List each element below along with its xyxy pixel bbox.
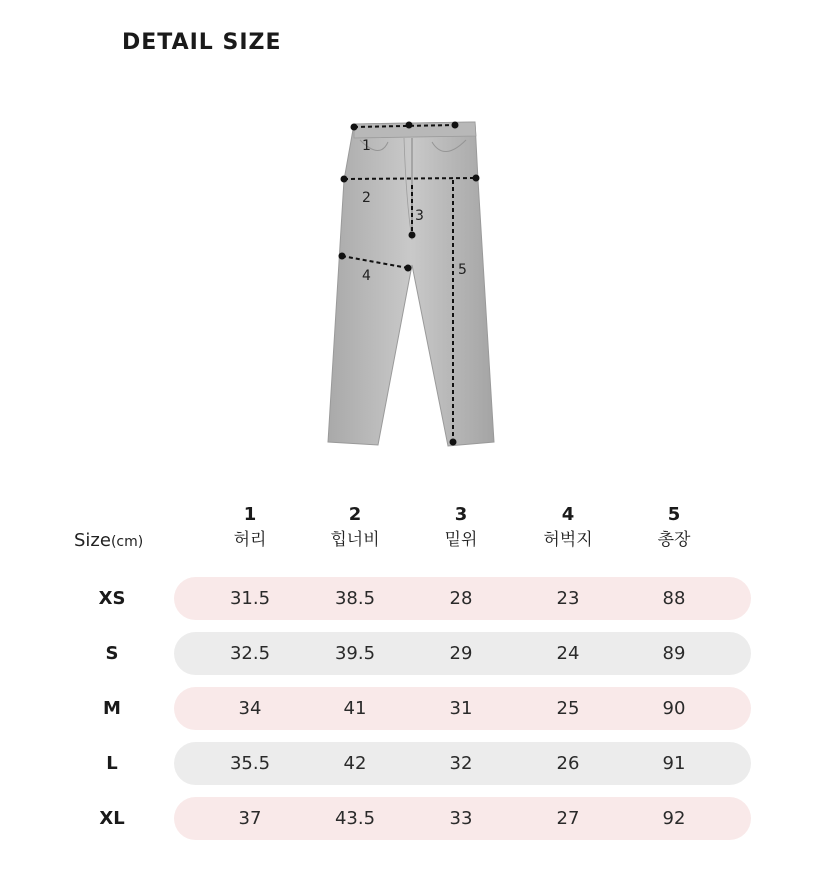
table-cell: 31 <box>449 698 473 719</box>
table-cell: 41 <box>343 698 367 719</box>
table-cell: 43.5 <box>334 808 376 829</box>
table-cell: 29 <box>449 643 473 664</box>
table-cell: 34 <box>238 698 262 719</box>
size-label-text: Size <box>74 530 111 551</box>
table-cell: 28 <box>449 588 473 609</box>
column-name: 힙너비 <box>330 530 380 550</box>
table-cell: 42 <box>343 753 367 774</box>
table-cell: 25 <box>556 698 580 719</box>
column-number: 2 <box>348 504 362 525</box>
column-number: 3 <box>454 504 468 525</box>
row-size-s: S <box>105 643 119 664</box>
table-cell: 23 <box>556 588 580 609</box>
column-name: 밑위 <box>444 530 478 550</box>
column-name: 허벅지 <box>543 530 593 550</box>
table-row <box>174 742 751 785</box>
table-cell: 32.5 <box>229 643 271 664</box>
table-cell: 38.5 <box>334 588 376 609</box>
row-size-xs: XS <box>98 588 126 609</box>
jeans-diagram <box>320 90 520 470</box>
table-row <box>174 687 751 730</box>
table-row <box>174 797 751 840</box>
diagram-label-5: 5 <box>458 262 467 278</box>
column-header-2 <box>310 503 400 553</box>
row-size-xl: XL <box>99 808 125 829</box>
table-cell: 91 <box>662 753 686 774</box>
column-header-3 <box>416 503 506 553</box>
diagram-label-4: 4 <box>362 268 371 284</box>
column-header-4 <box>523 503 613 553</box>
table-cell: 90 <box>662 698 686 719</box>
table-cell: 89 <box>662 643 686 664</box>
column-name: 총장 <box>657 530 691 550</box>
table-cell: 37 <box>238 808 262 829</box>
table-cell: 35.5 <box>229 753 271 774</box>
table-cell: 33 <box>449 808 473 829</box>
table-row <box>174 632 751 675</box>
table-cell: 24 <box>556 643 580 664</box>
size-unit: (cm) <box>110 534 144 550</box>
column-number: 1 <box>243 504 257 525</box>
diagram-label-3: 3 <box>415 208 424 224</box>
column-header-5 <box>629 503 719 553</box>
row-size-l: L <box>106 753 118 774</box>
page-title: DETAIL SIZE <box>122 30 282 55</box>
table-cell: 92 <box>662 808 686 829</box>
diagram-label-2: 2 <box>362 190 371 206</box>
table-cell: 88 <box>662 588 686 609</box>
column-number: 4 <box>561 504 575 525</box>
table-cell: 27 <box>556 808 580 829</box>
table-cell: 32 <box>449 753 473 774</box>
column-header-1 <box>205 503 295 553</box>
diagram-label-1: 1 <box>362 138 371 154</box>
table-cell: 31.5 <box>229 588 271 609</box>
size-column-header <box>74 530 143 551</box>
jeans-illustration <box>328 122 494 446</box>
row-size-m: M <box>103 698 121 719</box>
column-number: 5 <box>667 504 681 525</box>
table-cell: 26 <box>556 753 580 774</box>
table-cell: 39.5 <box>334 643 376 664</box>
table-row <box>174 577 751 620</box>
column-name: 허리 <box>233 530 267 550</box>
